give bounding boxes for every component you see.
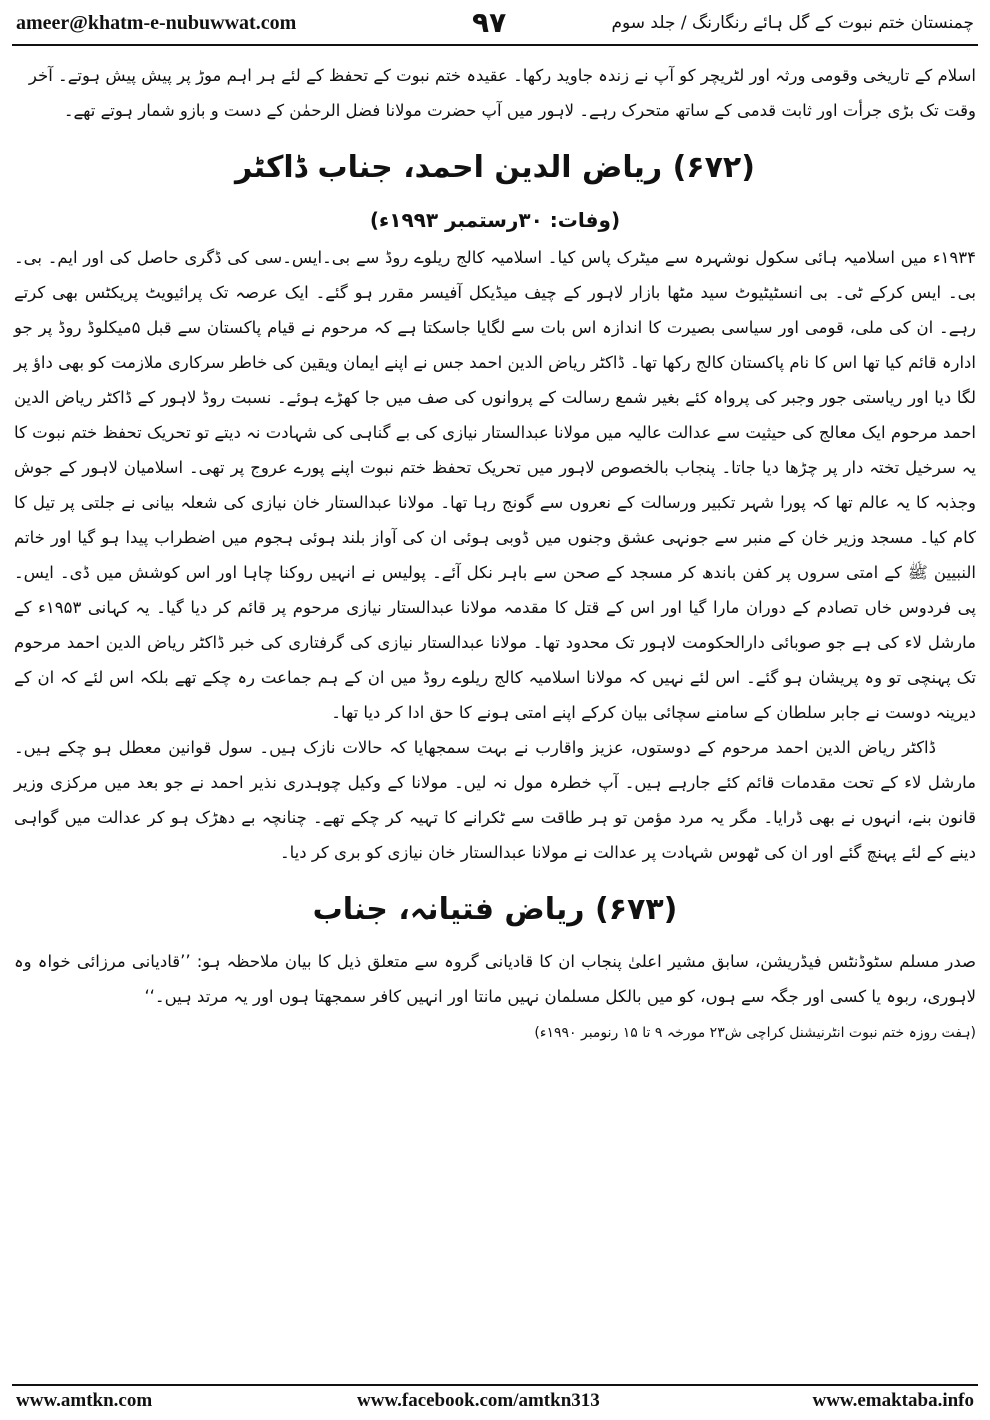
- intro-line: وقت تک بڑی جرأت اور ثابت قدمی کے ساتھ متحرک رہے۔ لاہور میں آپ حضرت مولانا فضل الرحمٰن کے دست و بازو شمار ہوتے تھے۔: [63, 101, 976, 120]
- footer-rule: [12, 1384, 978, 1386]
- entry-death-date: (وفات: ۳۰رستمبر ۱۹۹۳ء): [369, 208, 621, 232]
- entry-paragraph: ڈاکٹر ریاض الدین احمد مرحوم کے دوستوں، عزیز واقارب نے بہت سمجھایا کہ حالات نازک ہیں۔ سول قوانین معطل ہو چکے ہیں۔ مارشل لاء کے تحت مقدمات قائم کئے جارہے ہیں۔ آپ خطرہ مول نہ لیں۔ مولانا کے وکیل چوہدری نذیر احمد نے جو بعد میں مرکزی وزیر قانون بنے، انہوں نے بھی ڈرایا۔ مگر یہ مرد مؤمن تو ہر طاقت سے ٹکرانے کا تہیہ کر چکے تھے۔ چنانچہ بے دھڑک ہو کر عدالت میں گواہی دینے کے لئے پہنچ گئے اور ان کی ٹھوس شہادت پر عدالت نے مولانا عبدالستار خان نیازی کو بری کر دیا۔: [14, 738, 976, 862]
- header-rule: [12, 44, 978, 46]
- entry-heading: (۶۷۲) ریاض الدین احمد، جناب ڈاکٹر: [235, 150, 755, 185]
- footer-link-amtkn[interactable]: www.amtkn.com: [16, 1390, 153, 1411]
- intro-line: اسلام کے تاریخی وقومی ورثہ اور لٹریچر کو آپ نے زندہ جاوید رکھا۔ عقیدہ ختم نبوت کے تحفظ کے لئے ہر اہم موڑ پر پیش پیش ہوتے۔ آخر: [28, 66, 976, 85]
- entry-heading: (۶۷۳) ریاض فتیانہ، جناب: [312, 892, 678, 927]
- entry-paragraph: صدر مسلم سٹوڈنٹس فیڈریشن، سابق مشیر اعلیٰ پنجاب ان کا قادیانی گروہ سے متعلق ذیل کا بیان ملاحظہ ہو: ’’قادیانی مرزائی خواہ وہ لاہوری، ربوہ یا کسی اور جگہ سے ہوں، کو میں بالکل مسلمان نہیں مانتا اور انہیں کافر سمجھتا ہوں اور یہ مرتد ہیں۔‘‘: [14, 952, 976, 1006]
- source-citation: (ہفت روزہ ختم نبوت انٹرنیشنل کراچی ش۲۳ مورخہ ۹ تا ۱۵ رنومبر ۱۹۹۰ء): [534, 1025, 976, 1041]
- header-email: ameer@khatm-e-nubuwwat.com: [16, 12, 297, 34]
- page-number: ۹۷: [472, 6, 507, 39]
- book-title: چمنستان ختم نبوت کے گل ہائے رنگارنگ / جلد سوم: [611, 13, 974, 33]
- page-footer: [12, 1390, 978, 1416]
- footer-link-emaktaba[interactable]: www.emaktaba.info: [812, 1390, 974, 1411]
- page-body: [14, 58, 976, 1376]
- entry-paragraph: ۱۹۳۴ء میں اسلامیہ ہائی سکول نوشہرہ سے میٹرک پاس کیا۔ اسلامیہ کالج ریلوے روڈ سے بی۔ایس۔سی کی ڈگری حاصل کی اور ایم۔ بی۔ بی۔ ایس کرکے ٹی۔ بی انسٹیٹیوٹ سید مٹھا بازار لاہور کے چیف میڈیکل آفیسر مقرر ہو گئے۔ ایک عرصہ تک پرائیویٹ پریکٹس بھی کرتے رہے۔ ان کی ملی، قومی اور سیاسی بصیرت کا اندازہ اس بات سے لگایا جاسکتا ہے کہ مرحوم نے قیام پاکستان سے قبل ۵میکلوڈ روڈ پر جو ادارہ قائم کیا تھا اس کا نام پاکستان کالج رکھا تھا۔ ڈاکٹر ریاض الدین احمد جس نے اپنے ایمان ویقین کی خاطر سرکاری ملازمت کو بھی داؤ پر لگا دیا اور ریاستی جور وجبر کی پرواہ کئے بغیر شمع رسالت کے پروانوں کی صف میں جا کھڑے ہوئے۔ نسبت روڈ لاہور کے ڈاکٹر ریاض الدین احمد مرحوم ایک معالج کی حیثیت سے عدالت عالیہ میں مولانا عبدالستار نیازی کی بے گناہی کی شہادت نہ دیتے تو تحریک تحفظ ختم نبوت کا یہ سرخیل تختہ دار پر چڑھا دیا جاتا۔ پنجاب بالخصوص لاہور میں تحریک تحفظ ختم نبوت اپنے پورے عروج پر تھی۔ اسلامیان لاہور کے جوش وجذبہ کا یہ عالم تھا کہ پورا شہر تکبیر ورسالت کے نعروں سے گونج رہا تھا۔ مولانا عبدالستار خان نیازی کی شعلہ بیانی نے جلتی پر تیل کا کام کیا۔ مسجد وزیر خان کے منبر سے جونہی عشق وجنوں میں ڈوبی ہوئی ان کی آواز بلند ہوئی ہجوم میں اضطراب پیدا ہو گیا اور خاتم النبیین ﷺ کے امتی سروں پر کفن باندھ کر مسجد کے صحن سے باہر نکل آئے۔ پولیس نے انہیں روکنا چاہا اور اس کوشش میں ڈی۔ ایس۔ پی فردوس خاں تصادم کے دوران مارا گیا اور اس کے قتل کا مقدمہ مولانا عبدالستار نیازی مرحوم پر قائم کر دیا گیا۔ یہ کہانی ۱۹۵۳ء کے مارشل لاء کی ہے جو صوبائی دارالحکومت لاہور تک محدود تھا۔ مولانا عبدالستار نیازی کی گرفتاری کی خبر ڈاکٹر ریاض الدین احمد مرحوم تک پہنچی تو وہ پریشان ہو گئے۔ اس لئے نہیں کہ مولانا اسلامیہ کالج ریلوے روڈ میں ان کے ہم جماعت رہ چکے تھے بلکہ اس لئے کہ ان کے دیرینہ دوست نے جابر سلطان کے سامنے سچائی بیان کرکے اپنے امتی ہونے کا حق ادا کر دیا تھا۔: [14, 248, 977, 722]
- page-header: [12, 6, 978, 46]
- footer-link-facebook[interactable]: www.facebook.com/amtkn313: [357, 1390, 600, 1411]
